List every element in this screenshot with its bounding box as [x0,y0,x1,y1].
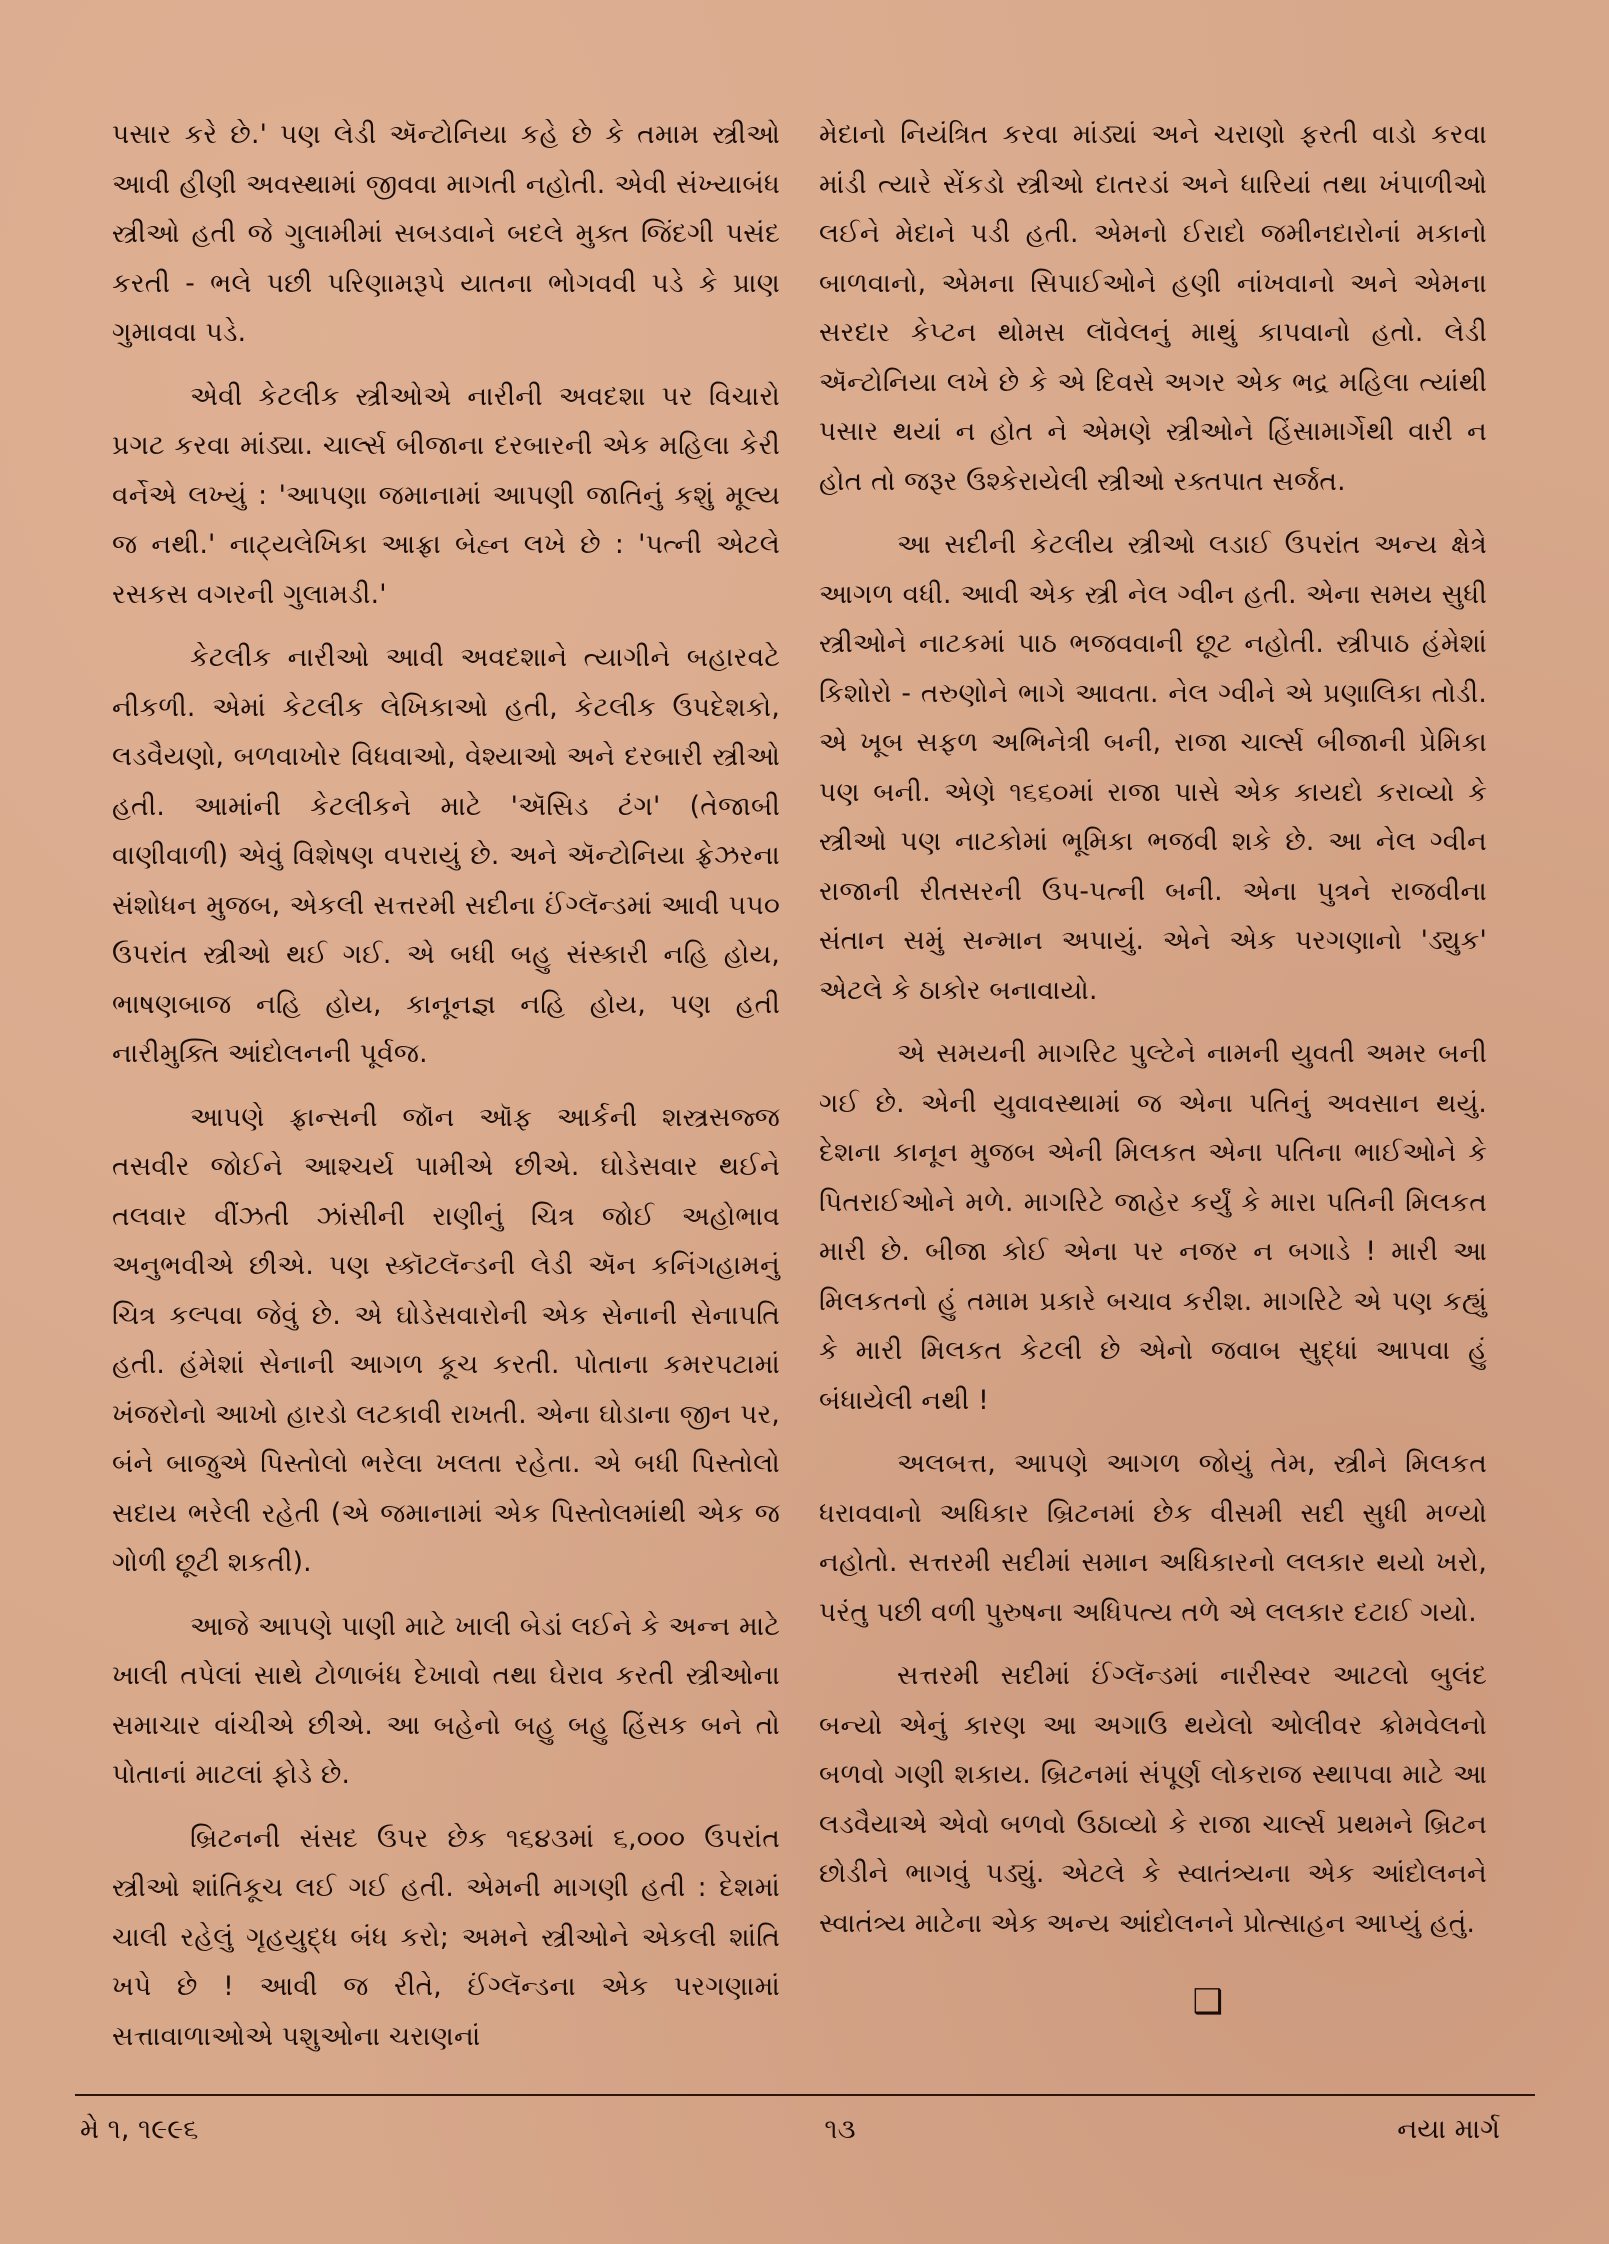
paragraph: સત્તરમી સદીમાં ઈંગ્લૅન્ડમાં નારીસ્વર આટલો બુલંદ બન્યો એનું કારણ આ અગાઉ થયેલો ઓલીવર ક્રોમવેલનો બળવો ગણી શકાય. બ્રિટનમાં સંપૂર્ણ લોકરાજ સ્થાપવા માટે આ લડવૈયાએ એવો બળવો ઉઠાવ્યો કે રાજા ચાર્લ્સ પ્રથમને બ્રિટન છોડીને ભાગવું પડ્યું. એટલે કે સ્વાતંત્ર્યના એક આંદોલનને સ્વાતંત્ર્ય માટેના એક અન્ય આંદોલનને પ્રોત્સાહન આપ્યું હતું. [819,1660,1487,1939]
paragraph: આપણે ફ્રાન્સની જૉન ઑફ આર્કની શસ્ત્રસજ્જ તસવીર જોઈને આશ્ચર્ય પામીએ છીએ. ઘોડેસવાર થઈને તલવાર વીંઝતી ઝાંસીની રાણીનું ચિત્ર જોઈ અહોભાવ અનુભવીએ છીએ. પણ સ્કૉટલૅન્ડની લેડી ઍન કનિંગહામનું ચિત્ર કલ્પવા જેવું છે. એ ઘોડેસવારોની એક સેનાની સેનાપતિ હતી. હંમેશાં સેનાની આગળ કૂચ કરતી. પોતાના કમરપટામાં ખંજરોનો આખો હારડો લટકાવી રાખતી. એના ઘોડાના જીન પર, બંને બાજુએ પિસ્તોલો ભરેલા ખલતા રહેતા. એ બધી પિસ્તોલો સદાય ભરેલી રહેતી (એ જમાનામાં એક પિસ્તોલમાંથી એક જ ગોળી છૂટી શકતી). [112,1101,780,1578]
footer-divider [75,2094,1535,2096]
paragraph: એ સમયની માગરિટ પુલ્ટેને નામની યુવતી અમર બની ગઈ છે. એની યુવાવસ્થામાં જ એના પતિનું અવસાન થયું. દેશના કાનૂન મુજબ એની મિલકત એના પતિના ભાઈઓને કે પિતરાઈઓને મળે. માગરિટે જાહેર કર્યું કે મારા પતિની મિલકત મારી છે. બીજા કોઈ એના પર નજર ન બગાડે ! મારી આ મિલકતનો હું તમામ પ્રકારે બચાવ કરીશ. માગરિટે એ પણ કહ્યું કે મારી મિલકત કેટલી છે એનો જવાબ સુદ્ધાં આપવા હું બંધાયેલી નથી ! [819,1038,1487,1416]
publication-name: નયા માર્ગ [1397,2114,1500,2145]
paragraph: મેદાનો નિયંત્રિત કરવા માંડ્યાં અને ચરાણો ફરતી વાડો કરવા માંડી ત્યારે સેંકડો સ્ત્રીઓ દાતરડાં અને ધારિયાં તથા ખંપાળીઓ લઈને મેદાને પડી હતી. એમનો ઈરાદો જમીનદારોનાં મકાનો બાળવાનો, એમના સિપાઈઓને હણી નાંખવાનો અને એમના સરદાર કેપ્ટન થોમસ લૉવેલનું માથું કાપવાનો હતો. લેડી ઍન્ટોનિયા લખે છે કે એ દિવસે અગર એક ભદ્ર મહિલા ત્યાંથી પસાર થયાં ન હોત ને એમણે સ્ત્રીઓને હિંસામાર્ગેથી વારી ન હોત તો જરૂર ઉશ્કેરાયેલી સ્ત્રીઓ રક્તપાત સર્જત. [819,119,1487,497]
left-column [112,110,780,2090]
page-footer [80,2108,1530,2152]
paragraph: અલબત્ત, આપણે આગળ જોયું તેમ, સ્ત્રીને મિલકત ધરાવવાનો અધિકાર બ્રિટનમાં છેક વીસમી સદી સુધી મળ્યો નહોતો. સત્તરમી સદીમાં સમાન અધિકારનો લલકાર થયો ખરો, પરંતુ પછી વળી પુરુષના અધિપત્ય તળે એ લલકાર દટાઈ ગયો. [819,1448,1487,1628]
paragraph: પસાર કરે છે.' પણ લેડી ઍન્ટોનિયા કહે છે કે તમામ સ્ત્રીઓ આવી હીણી અવસ્થામાં જીવવા માગતી નહોતી. એવી સંખ્યાબંધ સ્ત્રીઓ હતી જે ગુલામીમાં સબડવાને બદલે મુક્ત જિંદગી પસંદ કરતી - ભલે પછી પરિણામરૂપે યાતના ભોગવવી પડે કે પ્રાણ ગુમાવવા પડે. [112,119,780,348]
paragraph: બ્રિટનની સંસદ ઉપર છેક ૧૬૪૩માં ૬,૦૦૦ ઉપરાંત સ્ત્રીઓ શાંતિકૂચ લઈ ગઈ હતી. એમની માગણી હતી : દેશમાં ચાલી રહેલું ગૃહયુદ્ધ બંધ કરો; અમને સ્ત્રીઓને એકલી શાંતિ ખપે છે ! આવી જ રીતે, ઈંગ્લૅન્ડના એક પરગણામાં સત્તાવાળાઓએ પશુઓના ચરાણનાં [112,1822,780,2052]
article-body [112,110,1487,2090]
page-number: ૧૩ [824,2114,856,2145]
end-of-article-icon: ❑ [1192,1982,1224,2022]
paragraph: એવી કેટલીક સ્ત્રીઓએ નારીની અવદશા પર વિચારો પ્રગટ કરવા માંડ્યા. ચાર્લ્સ બીજાના દરબારની એક મહિલા કેરી વર્નેએ લખ્યું : 'આપણા જમાનામાં આપણી જાતિનું કશું મૂલ્ય જ નથી.' નાટ્યલેખિકા આફ્રા બેહ્ન લખે છે : 'પત્ની એટલે રસકસ વગરની ગુલામડી.' [112,380,780,610]
paragraph: આ સદીની કેટલીય સ્ત્રીઓ લડાઈ ઉપરાંત અન્ય ક્ષેત્રે આગળ વધી. આવી એક સ્ત્રી નેલ ગ્વીન હતી. એના સમય સુધી સ્ત્રીઓને નાટકમાં પાઠ ભજવવાની છૂટ નહોતી. સ્ત્રીપાઠ હંમેશાં કિશોરો - તરુણોને ભાગે આવતા. નેલ ગ્વીને એ પ્રણાલિકા તોડી. એ ખૂબ સફળ અભિનેત્રી બની, રાજા ચાર્લ્સ બીજાની પ્રેમિકા પણ બની. એણે ૧૬૬૦માં રાજા પાસે એક કાયદો કરાવ્યો કે સ્ત્રીઓ પણ નાટકોમાં ભૂમિકા ભજવી શકે છે. આ નેલ ગ્વીન રાજાની રીતસરની ઉપ-પત્ની બની. એના પુત્રને રાજવીના સંતાન સમું સન્માન અપાયું. એને એક પરગણાનો 'ડ્યુક' એટલે કે ઠાકોર બનાવાયો. [819,529,1487,1006]
issue-date: મે ૧, ૧૯૯૬ [80,2114,199,2145]
paragraph: કેટલીક નારીઓ આવી અવદશાને ત્યાગીને બહારવટે નીકળી. એમાં કેટલીક લેખિકાઓ હતી, કેટલીક ઉપદેશકો, લડવૈયણો, બળવાખોર વિધવાઓ, વેશ્યાઓ અને દરબારી સ્ત્રીઓ હતી. આમાંની કેટલીકને માટે 'ઍસિડ ટંગ' (તેજાબી વાણીવાળી) એવું વિશેષણ વપરાયું છે. અને ઍન્ટોનિયા ફ્રેઝરના સંશોધન મુજબ, એકલી સત્તરમી સદીના ઈંગ્લૅન્ડમાં આવી ૫૫૦ ઉપરાંત સ્ત્રીઓ થઈ ગઈ. એ બધી બહુ સંસ્કારી નહિ હોય, ભાષણબાજ નહિ હોય, કાનૂનજ્ઞ નહિ હોય, પણ હતી નારીમુક્તિ આંદોલનની પૂર્વજ. [112,642,780,1069]
paragraph: આજે આપણે પાણી માટે ખાલી બેડાં લઈને કે અન્ન માટે ખાલી તપેલાં સાથે ટોળાબંધ દેખાવો તથા ઘેરાવ કરતી સ્ત્રીઓના સમાચાર વાંચીએ છીએ. આ બહેનો બહુ બહુ હિંસક બને તો પોતાનાં માટલાં ફોડે છે. [112,1610,780,1790]
right-column [819,110,1487,2090]
